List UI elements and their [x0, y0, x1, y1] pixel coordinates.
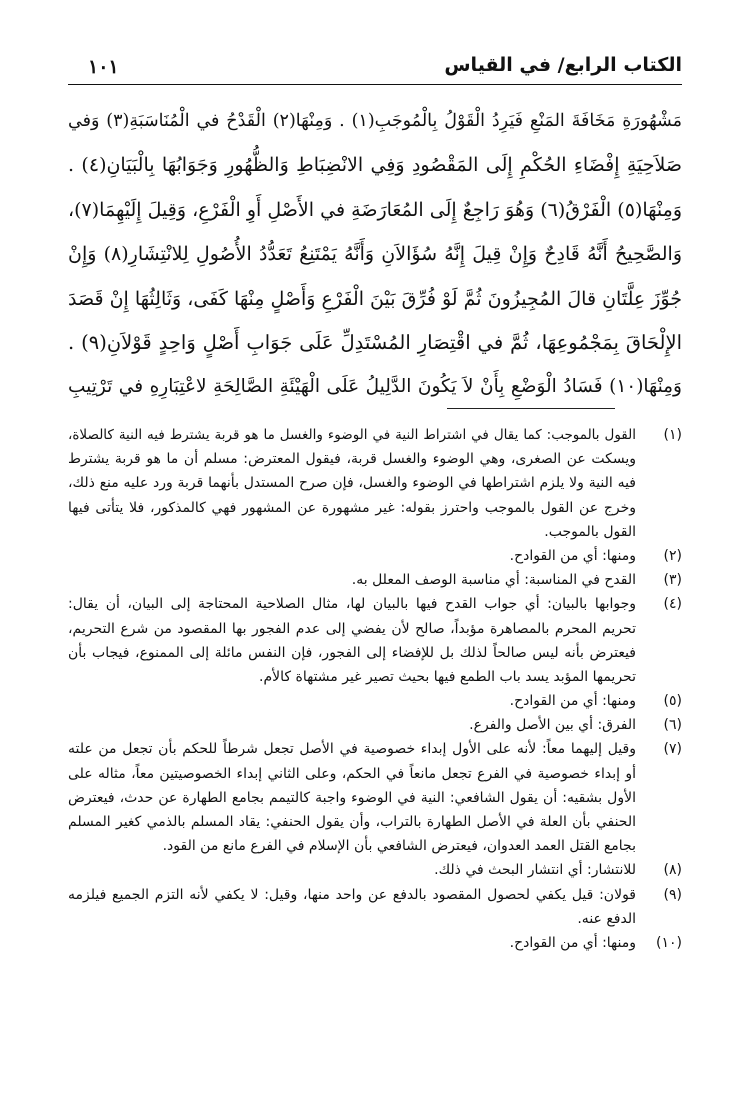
- footnote-separator: [447, 408, 615, 409]
- footnote-1: [68, 423, 682, 544]
- footnote-2: [68, 544, 682, 568]
- footnotes-block: [68, 423, 682, 955]
- footnote-line: وقيل إليهما معاً: لأنه على الأول إبداء خصوصية في الأصل تجعل شرطاً للحكم بأن تجعل من علته: [68, 741, 636, 758]
- footnote-number: (٣): [663, 572, 682, 589]
- footnote-line: فيه النية ولا يلزم اشتراطها في الوضوء والغسل، فإن صرح المستدل بأنهما قربة ورد عليه منع ذلك،: [68, 475, 636, 492]
- footnote-9: [68, 883, 682, 931]
- footnote-number: (٥): [663, 693, 682, 710]
- main-text-block: [68, 99, 682, 410]
- footnote-number: (٦): [663, 717, 682, 734]
- footnote-number: (٩): [663, 886, 682, 903]
- footnote-line: قولان: قيل يكفي لحصول المقصود بالدفع عن واحد منها، وقيل: لا يكفي لأنه التزم الجميع فيلزمه: [68, 886, 636, 903]
- footnote-line: ومنها: أي من القوادح.: [509, 547, 636, 564]
- footnote-line: الفرق: أي بين الأصل والفرع.: [469, 717, 636, 734]
- main-text-line: مَشْهُورَةِ مَخَافَةَ المَنْعِ فَيَرِدُ الْقَوْلُ بِالْمُوجَبِ(١) . وَمِنْهَا(٢) الْقَدْحُ في الْمُنَاسَبَةِ(٣) وَفي: [68, 111, 682, 131]
- footnote-line: بجامع القتل العمد العدوان، فيعترض الشافعي بأن الإسلام في الفرع مانع من القود.: [162, 838, 636, 855]
- footnote-8: [68, 858, 682, 882]
- footnote-line: القول بالموجب.: [544, 523, 636, 540]
- main-text-line: الإِلْحَاقَ بِمَجْمُوعِهَا، ثُمَّ في اقْتِصَارِ المُسْتَدِلِّ عَلَى جَوَابِ أَصْلٍ وَاحِدٍ قَوْلاَنِ(٩) .: [68, 330, 682, 354]
- footnote-line: الحنفي بأن العلة في الأصل الطهارة بالتراب، وأن يقول الحنفي: يقاد المسلم بالذمي كغير المسلم: [68, 814, 636, 830]
- footnote-number: (٧): [663, 741, 682, 758]
- page-header: [68, 54, 682, 85]
- footnote-3: [68, 568, 682, 592]
- running-title: الكتاب الرابع/ في القياس: [444, 54, 682, 76]
- footnote-line: وجوابها بالبيان: أي جواب القدح فيها بالبيان لها، مثال الصلاحية المحتاجة إلى البيان، أن يقال:: [68, 596, 636, 613]
- footnote-5: [68, 689, 682, 713]
- footnote-4: [68, 592, 682, 689]
- footnote-6: [68, 713, 682, 737]
- main-text-line: صَلاَحِيَةِ إِفْضَاءِ الحُكْمِ إِلَى المَقْصُودِ وَفِي الانْضِبَاطِ وَالظُّهُورِ وَجَوَابُهَا بِالْبَيَانِ(٤) .: [68, 154, 682, 177]
- footnote-line: القول بالموجب: كما يقال في اشتراط النية في الوضوء والغسل ما هو قربة يشترط فيه النية كالصلاة،: [68, 427, 636, 443]
- main-text-line: جُوِّزَ عِلَّتَانِ قالَ المُجِيزُونَ ثُمَّ لَوْ فُرِّقَ بَيْنَ الْفَرْعِ وَأَصْلٍ مِنْهَا كَفَى، وَثَالِثُهَا إِنْ قَصَدَ: [68, 287, 682, 310]
- main-text-line: وَمِنْهَا(٥) الْفَرْقُ(٦) وَهُوَ رَاجِعٌ إِلَى المُعَارَضَةِ في الأَصْلِ أَوِ الْفَرْعِ، وَقِيلَ إِلَيْهِمَا(٧)،: [68, 198, 682, 221]
- footnote-7: [68, 737, 682, 858]
- footnote-number: (٢): [663, 547, 682, 564]
- page-number: ١٠١: [88, 56, 119, 78]
- footnote-10: [68, 931, 682, 955]
- main-text-line: وَمِنْهَا(١٠) فَسَادُ الْوَضْعِ بِأَنْ لاَ يَكُونَ الدَّلِيلُ عَلَى الْهَيْئَةِ الصَّالِحَةِ لاعْتِبَارِهِ في تَرْتِيبِ: [68, 376, 682, 398]
- footnote-line: الأول بشقيه: أن يقول الشافعي: النية في الوضوء واجبة كالتيمم بجامع الطهارة عن حدث، فيعترض: [68, 789, 636, 806]
- main-text-line: وَالصَّحِيحُ أَنَّهُ قَادِحٌ وَإِنْ قِيلَ إِنَّهُ سُؤَالاَنِ وَأَنَّهُ يَمْتَنِعُ تَعَدُّدُ الأُصُولِ لِلانْتِشَارِ(٨) وَإِنْ: [68, 243, 682, 266]
- footnote-number: (١٠): [656, 934, 682, 951]
- footnote-line: وخرج عن القول بالموجب واحترز بقوله: غير مشهورة عن المشهور فهي كالمذكور، فلا يتأتى فيها: [68, 499, 636, 516]
- footnote-line: الدفع عنه.: [577, 910, 636, 927]
- footnote-number: (٤): [663, 596, 682, 613]
- footnote-line: القدح في المناسبة: أي مناسبة الوصف المعلل به.: [351, 572, 636, 589]
- footnote-line: للانتشار: أي انتشار البحث في ذلك.: [434, 862, 636, 879]
- footnote-line: ومنها: أي من القوادح.: [509, 934, 636, 951]
- footnote-line: فيعترض بأنه ليس صالحاً لذلك بل للإفضاء إلى الفجور، فإن النفس مائلة إلى الممنوع، فيجاب بأن: [68, 644, 636, 661]
- footnote-number: (١): [663, 427, 682, 443]
- footnote-number: (٨): [663, 862, 682, 879]
- footnote-line: ويسكت عن الصغرى، وهي الوضوء والغسل قربة، فيقول المعترض: مسلم أن ما هو قربة يشترط: [68, 451, 636, 468]
- footnote-line: ومنها: أي من القوادح.: [509, 693, 636, 710]
- footnote-line: تحريم المحرم بالمصاهرة مؤبداً، صالح لأن يفضي إلى عدم الفجور بها المقصود من شرع التحريم،: [68, 620, 636, 637]
- footnote-line: تحريمها المؤبد يسد باب الطمع فيها بحيث تصير غير مشتهاة كالأم.: [259, 668, 636, 685]
- footnote-line: أو إبداء خصوصية في الفرع تجعل مانعاً في الحكم، وعلى الثاني إبداء الخصوصيتين معاً، مثاله على: [68, 765, 636, 782]
